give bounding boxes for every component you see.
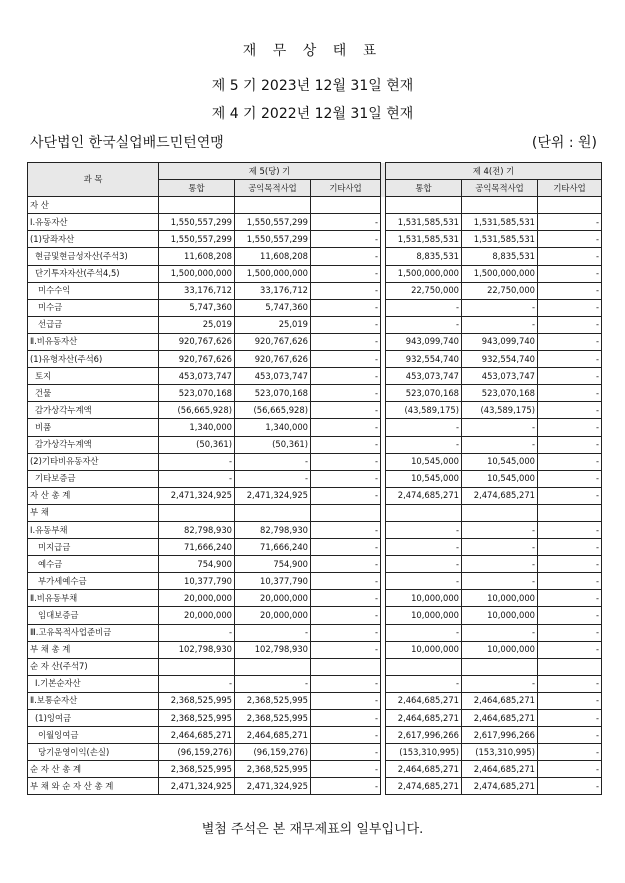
cell-value: - — [311, 436, 381, 453]
cell-value: - — [311, 470, 381, 487]
cell-value — [538, 197, 602, 214]
cell-value: - — [538, 385, 602, 402]
table-row — [28, 214, 602, 231]
cell-value: 10,000,000 — [462, 641, 538, 658]
table-row — [28, 487, 602, 504]
table-row — [28, 248, 602, 265]
row-label: 현금및현금성자산(주석3) — [28, 248, 159, 265]
cell-value: - — [462, 539, 538, 556]
cell-value — [538, 658, 602, 675]
cell-value: - — [538, 453, 602, 470]
period-previous: 제 4 기 2022년 12월 31일 현재 — [211, 106, 414, 122]
organization-name: 사단법인 한국실업배드민턴연맹 — [30, 135, 224, 151]
row-label: 감가상각누계액 — [28, 402, 159, 419]
cell-value: - — [386, 436, 462, 453]
cell-value — [538, 504, 602, 521]
cell-value: (50,361) — [235, 436, 311, 453]
cell-value: 11,608,208 — [235, 248, 311, 265]
cell-value: - — [538, 231, 602, 248]
cell-value: - — [538, 744, 602, 761]
table-row — [28, 351, 602, 368]
row-label: 감가상각누계액 — [28, 436, 159, 453]
cell-value: 10,377,790 — [159, 573, 235, 590]
table-row — [28, 453, 602, 470]
table-row — [28, 710, 602, 727]
cell-value: - — [462, 556, 538, 573]
cell-value — [159, 658, 235, 675]
cell-value: 20,000,000 — [235, 607, 311, 624]
cell-value: 10,545,000 — [386, 453, 462, 470]
cell-value: 920,767,626 — [159, 351, 235, 368]
cell-value: (153,310,995) — [386, 744, 462, 761]
table-row — [28, 692, 602, 709]
row-label: Ⅱ.비유동부채 — [28, 590, 159, 607]
cell-value: - — [538, 727, 602, 744]
cell-value: 22,750,000 — [462, 282, 538, 299]
cell-value: 2,474,685,271 — [462, 778, 538, 795]
row-label: Ⅱ.비유동자산 — [28, 333, 159, 350]
row-label: 미수수익 — [28, 282, 159, 299]
cell-value — [462, 658, 538, 675]
col-header: 공익목적사업 — [235, 180, 311, 197]
cell-value: 10,545,000 — [462, 453, 538, 470]
cell-value: 920,767,626 — [159, 333, 235, 350]
cell-value: - — [235, 470, 311, 487]
cell-value: 2,617,996,266 — [386, 727, 462, 744]
cell-value: - — [311, 590, 381, 607]
cell-value: 102,798,930 — [159, 641, 235, 658]
cell-value: - — [538, 590, 602, 607]
row-label: 부 채 총 계 — [28, 641, 159, 658]
cell-value: - — [311, 299, 381, 316]
cell-value: 8,835,531 — [462, 248, 538, 265]
cell-value: - — [311, 231, 381, 248]
cell-value: - — [311, 487, 381, 504]
cell-value: - — [538, 351, 602, 368]
current-period-header: 제 5(당) 기 — [159, 163, 381, 180]
cell-value: - — [386, 573, 462, 590]
row-label: (1)잉여금 — [28, 710, 159, 727]
table-row — [28, 573, 602, 590]
cell-value: 5,747,360 — [159, 299, 235, 316]
cell-value: 2,464,685,271 — [386, 710, 462, 727]
cell-value: 2,464,685,271 — [386, 761, 462, 778]
cell-value: - — [311, 521, 381, 538]
col-header: 통합 — [159, 180, 235, 197]
cell-value: 33,176,712 — [235, 282, 311, 299]
cell-value: - — [538, 761, 602, 778]
cell-value: - — [538, 333, 602, 350]
col-header: 통합 — [386, 180, 462, 197]
cell-value: 11,608,208 — [159, 248, 235, 265]
cell-value: 10,000,000 — [462, 607, 538, 624]
table-row — [28, 624, 602, 641]
cell-value: - — [538, 692, 602, 709]
cell-value: - — [311, 453, 381, 470]
cell-value: 1,550,557,299 — [159, 214, 235, 231]
cell-value: - — [159, 453, 235, 470]
cell-value: 523,070,168 — [462, 385, 538, 402]
cell-value: - — [311, 744, 381, 761]
cell-value: - — [386, 624, 462, 641]
cell-value: 1,500,000,000 — [462, 265, 538, 282]
row-label: 미지급금 — [28, 539, 159, 556]
cell-value: - — [538, 778, 602, 795]
cell-value: - — [386, 299, 462, 316]
cell-value: 920,767,626 — [235, 351, 311, 368]
table-row — [28, 590, 602, 607]
cell-value: 20,000,000 — [159, 590, 235, 607]
cell-value: 1,500,000,000 — [386, 265, 462, 282]
cell-value: - — [311, 556, 381, 573]
cell-value — [311, 197, 381, 214]
cell-value — [462, 197, 538, 214]
cell-value: - — [538, 539, 602, 556]
cell-value: - — [311, 333, 381, 350]
table-row — [28, 675, 602, 692]
cell-value: - — [311, 419, 381, 436]
cell-value: - — [386, 675, 462, 692]
row-label: Ⅲ.고유목적사업준비금 — [28, 624, 159, 641]
table-row — [28, 761, 602, 778]
cell-value: 2,464,685,271 — [386, 692, 462, 709]
table-row — [28, 402, 602, 419]
table-row — [28, 778, 602, 795]
row-label: 선급금 — [28, 316, 159, 333]
cell-value: - — [538, 573, 602, 590]
cell-value: - — [538, 299, 602, 316]
table-row — [28, 436, 602, 453]
cell-value: 2,474,685,271 — [462, 487, 538, 504]
cell-value — [386, 658, 462, 675]
table-row — [28, 470, 602, 487]
cell-value: - — [311, 351, 381, 368]
cell-value — [462, 504, 538, 521]
cell-value: - — [311, 692, 381, 709]
row-label: 예수금 — [28, 556, 159, 573]
cell-value: - — [311, 641, 381, 658]
cell-value: 71,666,240 — [235, 539, 311, 556]
cell-value: - — [538, 436, 602, 453]
row-label: Ⅰ.유동자산 — [28, 214, 159, 231]
row-label: (2)기타비유동자산 — [28, 453, 159, 470]
unit-label: (단위 : 원) — [531, 135, 597, 151]
cell-value: - — [311, 316, 381, 333]
cell-value: 453,073,747 — [235, 368, 311, 385]
cell-value: - — [538, 316, 602, 333]
cell-value: 82,798,930 — [159, 521, 235, 538]
cell-value: (43,589,175) — [462, 402, 538, 419]
cell-value: 82,798,930 — [235, 521, 311, 538]
cell-value: 2,617,996,266 — [462, 727, 538, 744]
cell-value: 2,464,685,271 — [462, 692, 538, 709]
cell-value: - — [311, 573, 381, 590]
cell-value: 2,474,685,271 — [386, 778, 462, 795]
cell-value: 1,500,000,000 — [235, 265, 311, 282]
row-label: Ⅰ.유동부채 — [28, 521, 159, 538]
cell-value: - — [311, 761, 381, 778]
cell-value — [311, 658, 381, 675]
cell-value: 2,471,324,925 — [159, 778, 235, 795]
cell-value: 453,073,747 — [386, 368, 462, 385]
table-row — [28, 607, 602, 624]
cell-value: - — [538, 521, 602, 538]
table-row — [28, 641, 602, 658]
row-label: 자 산 — [28, 197, 159, 214]
table-row — [28, 368, 602, 385]
cell-value: 1,531,585,531 — [462, 214, 538, 231]
cell-value: - — [311, 624, 381, 641]
cell-value: 2,368,525,995 — [235, 692, 311, 709]
table-row — [28, 504, 602, 521]
cell-value: - — [538, 487, 602, 504]
cell-value: - — [462, 299, 538, 316]
table-row — [28, 727, 602, 744]
cell-value: 754,900 — [159, 556, 235, 573]
row-label: 비품 — [28, 419, 159, 436]
cell-value: 2,471,324,925 — [159, 487, 235, 504]
cell-value — [159, 504, 235, 521]
cell-value: - — [462, 624, 538, 641]
cell-value: (96,159,276) — [235, 744, 311, 761]
table-row — [28, 385, 602, 402]
cell-value: - — [311, 214, 381, 231]
table-row — [28, 658, 602, 675]
cell-value: - — [311, 385, 381, 402]
footer-note: 별첨 주석은 본 재무제표의 일부입니다. — [201, 822, 424, 837]
cell-value: 102,798,930 — [235, 641, 311, 658]
cell-value: - — [386, 556, 462, 573]
cell-value: 2,368,525,995 — [159, 710, 235, 727]
table-row — [28, 521, 602, 538]
cell-value: 10,545,000 — [462, 470, 538, 487]
cell-value — [386, 197, 462, 214]
cell-value: 2,368,525,995 — [235, 761, 311, 778]
cell-value: - — [159, 470, 235, 487]
table-row — [28, 419, 602, 436]
cell-value: - — [462, 521, 538, 538]
cell-value: - — [311, 710, 381, 727]
col-header: 기타사업 — [311, 180, 381, 197]
row-label: 건물 — [28, 385, 159, 402]
row-label: 순 자 산 총 계 — [28, 761, 159, 778]
cell-value: - — [386, 539, 462, 556]
cell-value: 1,340,000 — [235, 419, 311, 436]
cell-value: 1,500,000,000 — [159, 265, 235, 282]
cell-value: - — [311, 539, 381, 556]
cell-value: 1,340,000 — [159, 419, 235, 436]
row-label: 토지 — [28, 368, 159, 385]
cell-value: 453,073,747 — [159, 368, 235, 385]
cell-value: 1,550,557,299 — [159, 231, 235, 248]
cell-value: 2,464,685,271 — [462, 761, 538, 778]
cell-value: (56,665,928) — [159, 402, 235, 419]
col-header: 기타사업 — [538, 180, 602, 197]
table-row — [28, 556, 602, 573]
cell-value: 523,070,168 — [386, 385, 462, 402]
cell-value: - — [311, 368, 381, 385]
cell-value: 523,070,168 — [235, 385, 311, 402]
row-label: 자 산 총 계 — [28, 487, 159, 504]
cell-value: (153,310,995) — [462, 744, 538, 761]
cell-value: - — [538, 556, 602, 573]
cell-value: - — [386, 521, 462, 538]
cell-value: - — [462, 316, 538, 333]
table-row — [28, 539, 602, 556]
cell-value: 754,900 — [235, 556, 311, 573]
cell-value: - — [538, 419, 602, 436]
cell-value: 932,554,740 — [386, 351, 462, 368]
cell-value: - — [538, 641, 602, 658]
cell-value: 2,464,685,271 — [235, 727, 311, 744]
cell-value: - — [311, 675, 381, 692]
cell-value: 10,377,790 — [235, 573, 311, 590]
cell-value: - — [462, 675, 538, 692]
previous-period-header: 제 4(전) 기 — [386, 163, 602, 180]
cell-value: - — [538, 624, 602, 641]
cell-value — [159, 197, 235, 214]
cell-value: - — [462, 419, 538, 436]
cell-value: 25,019 — [235, 316, 311, 333]
row-label: 부 채 와 순 자 산 총 계 — [28, 778, 159, 795]
cell-value: 10,000,000 — [386, 641, 462, 658]
cell-value: - — [538, 675, 602, 692]
table-row — [28, 197, 602, 214]
row-label: 단기투자자산(주석4,5) — [28, 265, 159, 282]
cell-value: 932,554,740 — [462, 351, 538, 368]
col-header: 공익목적사업 — [462, 180, 538, 197]
cell-value: 2,368,525,995 — [235, 710, 311, 727]
row-label: 당기운영이익(손실) — [28, 744, 159, 761]
cell-value: - — [386, 316, 462, 333]
cell-value: 2,471,324,925 — [235, 778, 311, 795]
cell-value: 20,000,000 — [159, 607, 235, 624]
cell-value: 10,000,000 — [386, 590, 462, 607]
cell-value: 1,550,557,299 — [235, 214, 311, 231]
cell-value: - — [538, 470, 602, 487]
cell-value: 1,531,585,531 — [462, 231, 538, 248]
cell-value: - — [235, 624, 311, 641]
cell-value: 523,070,168 — [159, 385, 235, 402]
cell-value: - — [462, 573, 538, 590]
table-row — [28, 316, 602, 333]
cell-value: 920,767,626 — [235, 333, 311, 350]
cell-value: - — [386, 419, 462, 436]
table-row — [28, 333, 602, 350]
table-row — [28, 299, 602, 316]
cell-value: (96,159,276) — [159, 744, 235, 761]
row-label: 이월잉여금 — [28, 727, 159, 744]
cell-value: 10,545,000 — [386, 470, 462, 487]
cell-value: 20,000,000 — [235, 590, 311, 607]
cell-value: 943,099,740 — [386, 333, 462, 350]
cell-value: 25,019 — [159, 316, 235, 333]
cell-value: 71,666,240 — [159, 539, 235, 556]
cell-value: 943,099,740 — [462, 333, 538, 350]
cell-value: 453,073,747 — [462, 368, 538, 385]
cell-value — [235, 197, 311, 214]
row-label: Ⅰ.기본순자산 — [28, 675, 159, 692]
row-label: Ⅱ.보통순자산 — [28, 692, 159, 709]
cell-value: - — [538, 607, 602, 624]
cell-value: - — [462, 436, 538, 453]
cell-value: (43,589,175) — [386, 402, 462, 419]
cell-value — [235, 658, 311, 675]
cell-value: - — [159, 675, 235, 692]
cell-value: 2,464,685,271 — [159, 727, 235, 744]
cell-value: - — [538, 248, 602, 265]
cell-value: 8,835,531 — [386, 248, 462, 265]
cell-value: 10,000,000 — [462, 590, 538, 607]
subject-header: 과 목 — [28, 163, 159, 197]
row-label: (1)유형자산(주석6) — [28, 351, 159, 368]
cell-value: - — [311, 727, 381, 744]
cell-value: 22,750,000 — [386, 282, 462, 299]
row-label: 부가세예수금 — [28, 573, 159, 590]
cell-value: - — [311, 265, 381, 282]
cell-value: - — [159, 624, 235, 641]
table-row — [28, 265, 602, 282]
cell-value: 5,747,360 — [235, 299, 311, 316]
cell-value: - — [538, 402, 602, 419]
cell-value — [235, 504, 311, 521]
row-label: 임대보증금 — [28, 607, 159, 624]
cell-value: 2,474,685,271 — [386, 487, 462, 504]
period-current: 제 5 기 2023년 12월 31일 현재 — [211, 78, 414, 94]
cell-value: 2,368,525,995 — [159, 761, 235, 778]
cell-value: (50,361) — [159, 436, 235, 453]
balance-sheet-table — [27, 162, 602, 795]
cell-value: - — [311, 248, 381, 265]
cell-value: 2,368,525,995 — [159, 692, 235, 709]
cell-value: (56,665,928) — [235, 402, 311, 419]
table-row — [28, 744, 602, 761]
table-row — [28, 231, 602, 248]
row-label: 미수금 — [28, 299, 159, 316]
cell-value: - — [311, 282, 381, 299]
cell-value: 33,176,712 — [159, 282, 235, 299]
cell-value: 2,464,685,271 — [462, 710, 538, 727]
cell-value: - — [538, 282, 602, 299]
row-label: 부 채 — [28, 504, 159, 521]
cell-value: - — [311, 778, 381, 795]
table-row — [28, 282, 602, 299]
cell-value: - — [538, 265, 602, 282]
cell-value: - — [311, 607, 381, 624]
row-label: (1)당좌자산 — [28, 231, 159, 248]
cell-value: - — [235, 453, 311, 470]
cell-value: 1,531,585,531 — [386, 231, 462, 248]
statement-title: 재 무 상 태 표 — [242, 43, 383, 59]
cell-value: - — [311, 402, 381, 419]
cell-value: 1,550,557,299 — [235, 231, 311, 248]
cell-value: - — [538, 368, 602, 385]
cell-value: 10,000,000 — [386, 607, 462, 624]
cell-value: - — [538, 214, 602, 231]
row-label: 순 자 산(주석7) — [28, 658, 159, 675]
cell-value: - — [235, 675, 311, 692]
cell-value: 1,531,585,531 — [386, 214, 462, 231]
row-label: 기타보증금 — [28, 470, 159, 487]
cell-value: - — [538, 710, 602, 727]
cell-value — [386, 504, 462, 521]
cell-value: 2,471,324,925 — [235, 487, 311, 504]
cell-value — [311, 504, 381, 521]
